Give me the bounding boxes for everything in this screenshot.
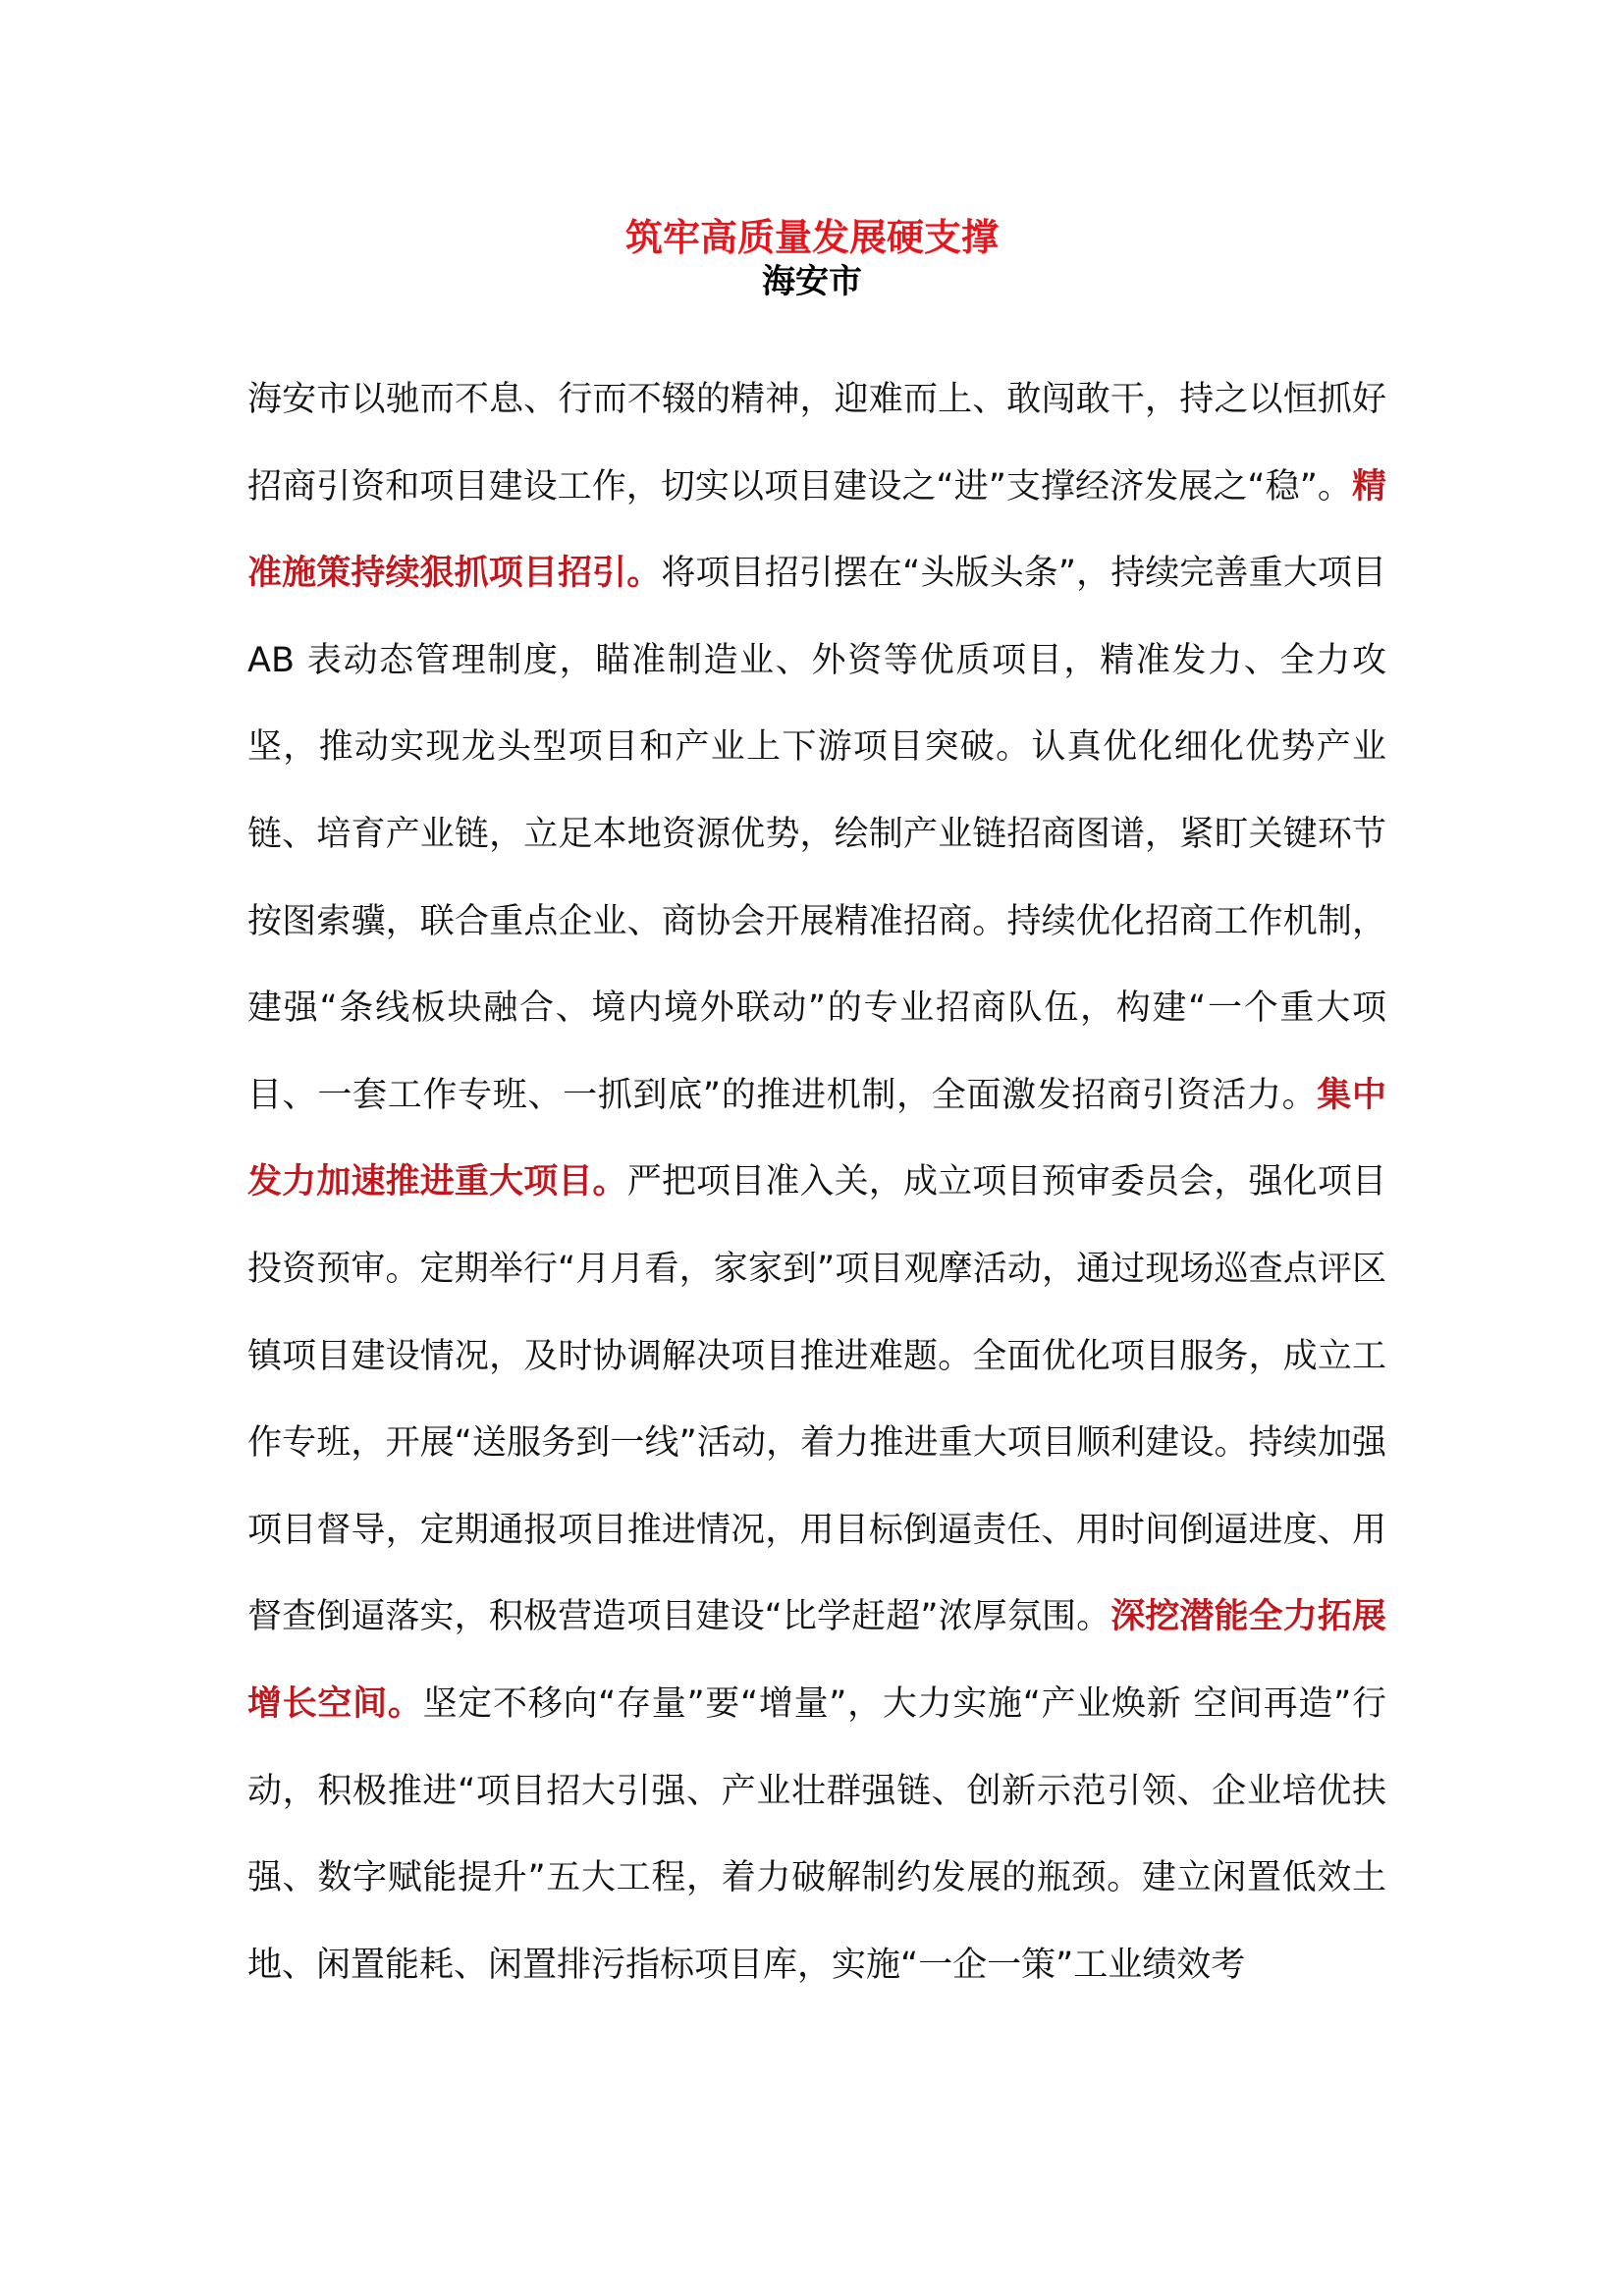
- body-paragraph: [247, 356, 1386, 2008]
- document-title: 筑牢高质量发展硬支撑: [624, 215, 999, 259]
- section-text-major-projects: 严把项目准入关，成立项目预审委员会，强化项目投资预审。定期举行“月月看，家家到”项目观摩活动，通过现场巡查点评区镇项目建设情况，及时协调解决项目推进难题。全面优化项目服务，成立工作专班，开展“送服务到一线”活动，着力推进重大项目顺利建设。持续加强项目督导，定期通报项目推进情况，用目标倒逼责任、用时间倒逼进度、用督查倒逼落实，积极营造项目建设“比学赶超”浓厚氛围。: [247, 1162, 1386, 1637]
- section-heading-major-projects: 集中发力加速推进重大项目。: [247, 1075, 1386, 1202]
- section-heading-growth-space: 深挖潜能全力拓展增长空间。: [247, 1597, 1386, 1724]
- section-heading-investment: 精准施策持续狠抓项目招引。: [247, 466, 1386, 594]
- document-author: 海安市: [762, 262, 862, 301]
- section-text-investment: 将项目招引摆在“头版头条”，持续完善重大项目 AB 表动态管理制度，瞄准制造业、外资等优质项目，精准发力、全力攻坚，推动实现龙头型项目和产业上下游项目突破。认真优化细化优势产业链、培育产业链，立足本地资源优势，绘制产业链招商图谱，紧盯关键环节按图索骥，联合重点企业、商协会开展精准招商。持续优化招商工作机制，建强“条线板块融合、境内境外联动”的专业招商队伍，构建“一个重大项目、一套工作专班、一抓到底”的推进机制，全面激发招商引资活力。: [247, 554, 1386, 1115]
- intro-text: 海安市以驰而不息、行而不辍的精神，迎难而上、敢闯敢干，持之以恒抓好招商引资和项目建设工作，切实以项目建设之“进”支撑经济发展之“稳”。: [247, 380, 1386, 507]
- section-text-growth-space: 坚定不移向“存量”要“增量”，大力实施“产业焕新 空间再造”行动，积极推进“项目招大引强、产业壮群强链、创新示范引领、企业培优扶强、数字赋能提升”五大工程，着力破解制约发展的瓶颈。建立闲置低效土地、闲置能耗、闲置排污指标项目库，实施“一企一策”工业绩效考: [247, 1683, 1386, 1985]
